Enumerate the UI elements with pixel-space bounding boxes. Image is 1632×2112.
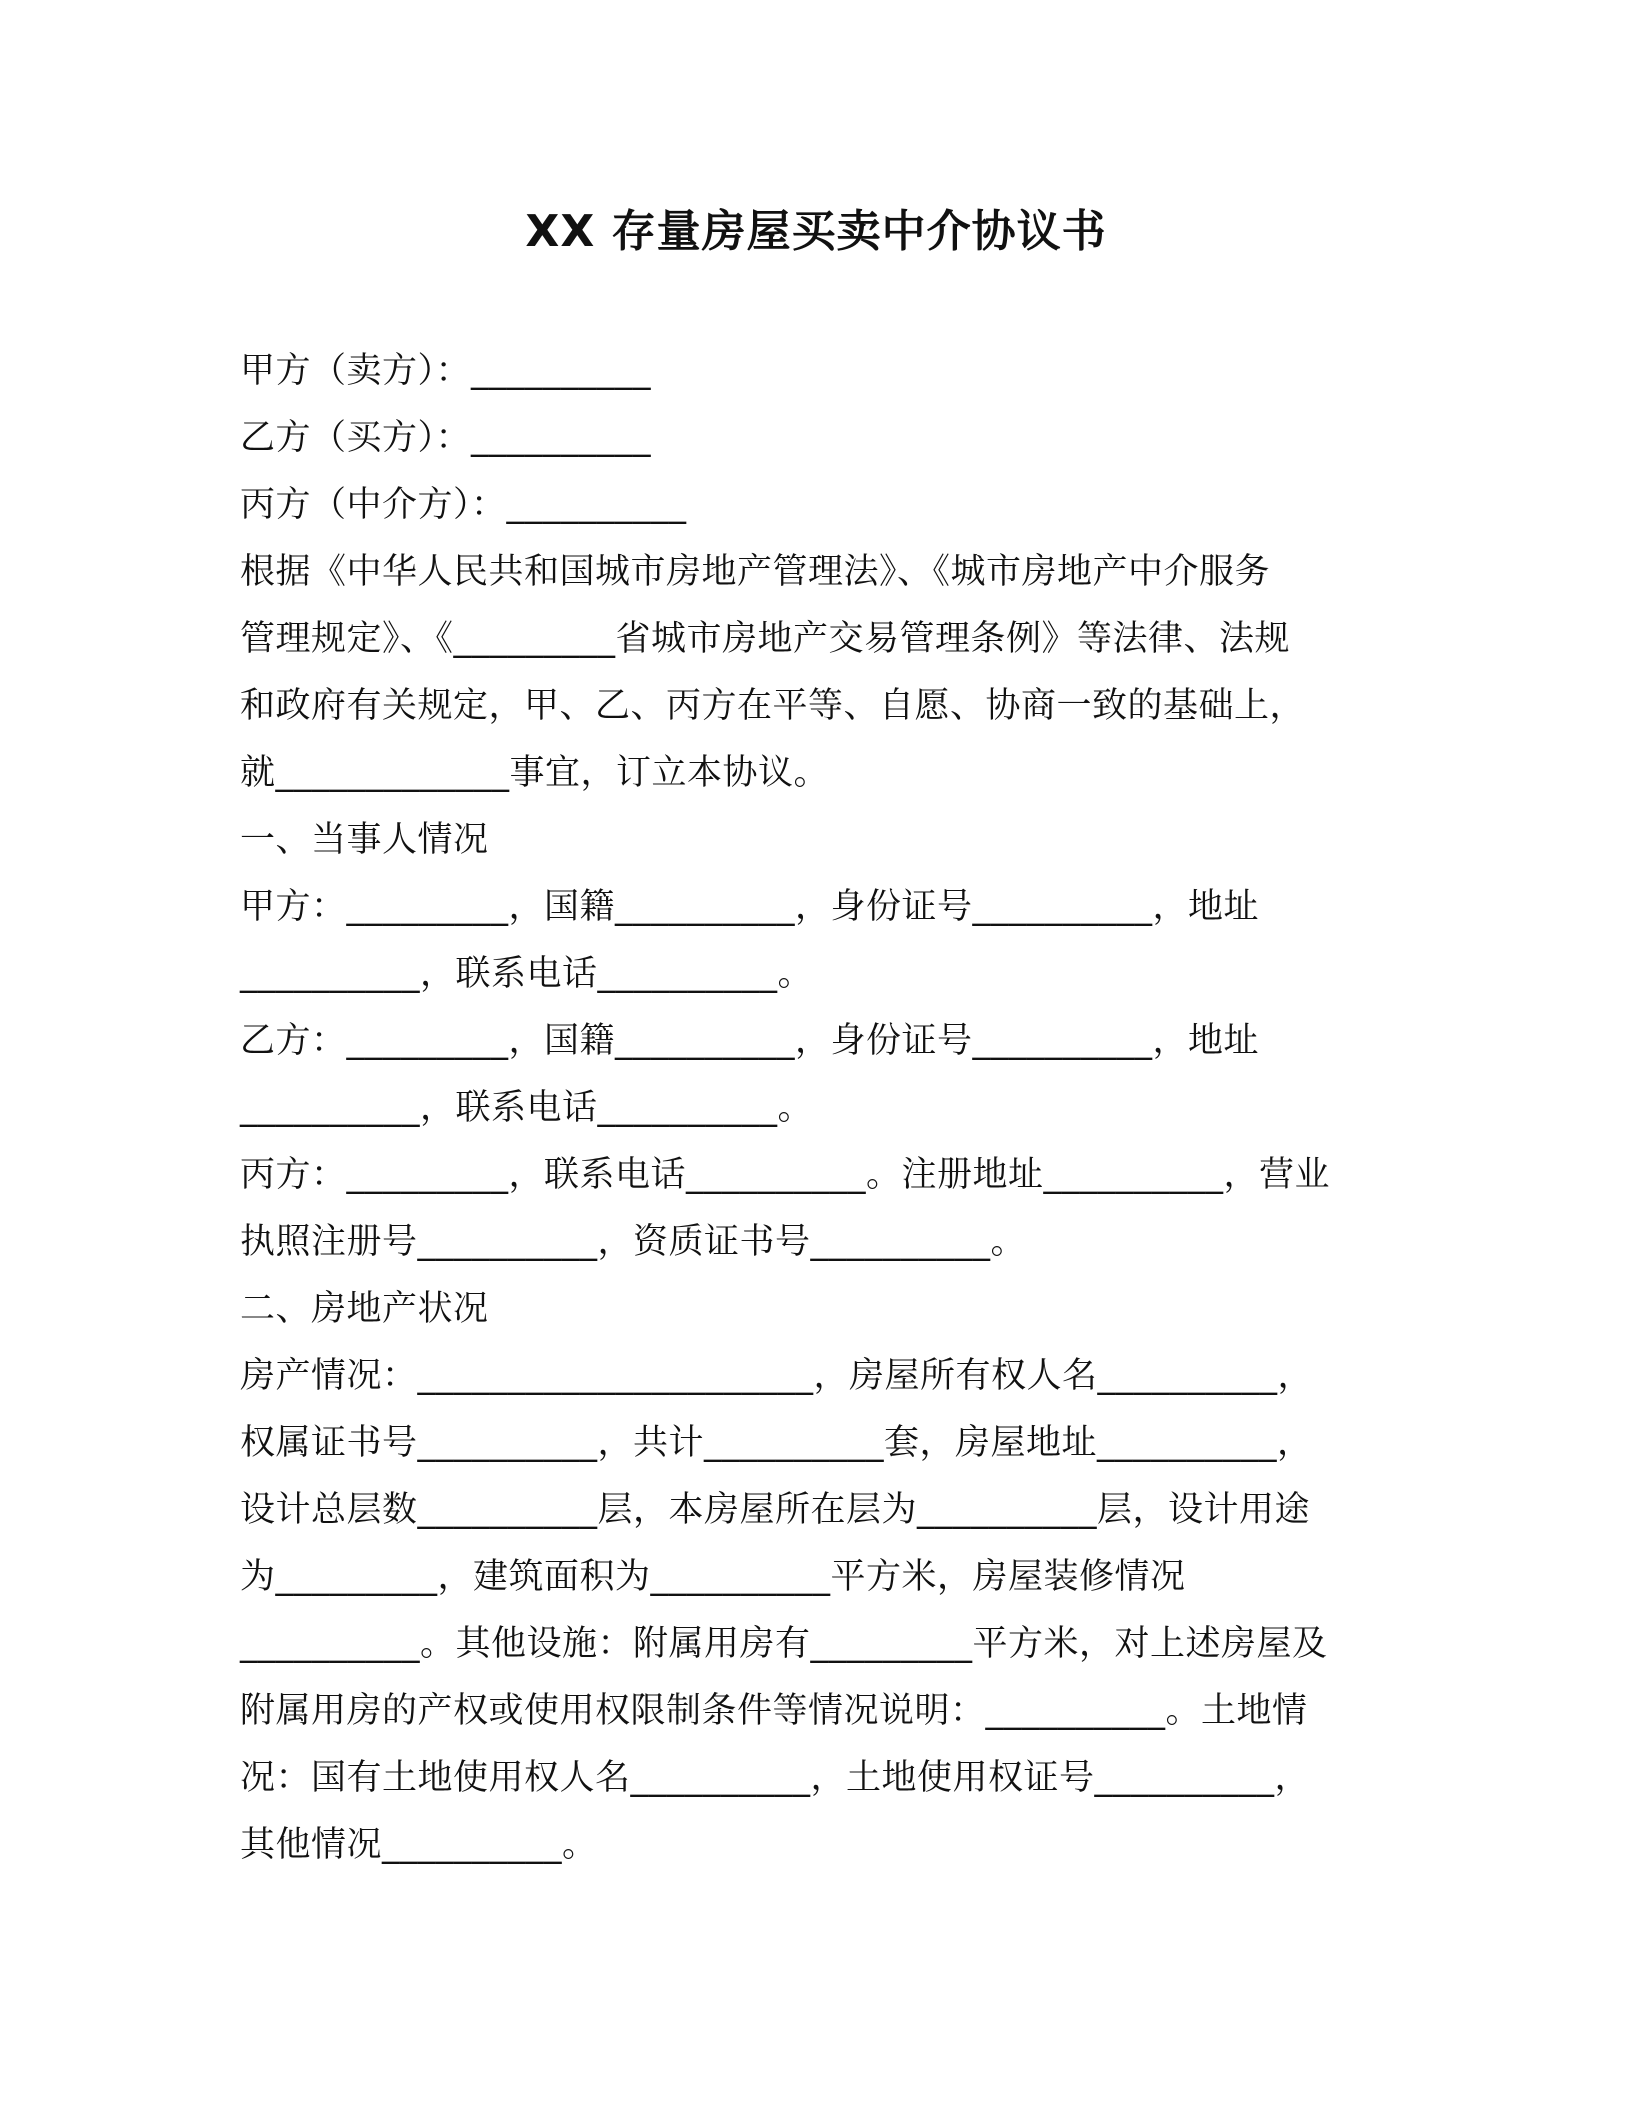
property-details-line: 权属证书号__________，共计__________套，房屋地址__________， <box>240 1423 1313 1463</box>
preamble-line: 和政府有关规定，甲、乙、丙方在平等、自愿、协商一致的基础上， <box>240 686 1306 726</box>
party-b-line: 乙方（买方）：__________ <box>240 418 652 458</box>
party-a-details-line: 甲方：_________，国籍__________，身份证号__________，地址 <box>240 887 1260 927</box>
preamble-line: 根据《中华人民共和国城市房地产管理法》、《城市房地产中介服务 <box>240 552 1271 592</box>
property-details-line: __________。其他设施：附属用房有_________平方米，对上述房屋及 <box>240 1624 1328 1664</box>
document-title: XX 存量房屋买卖中介协议书 <box>525 206 1107 257</box>
party-b-details-line: __________，联系电话__________。 <box>240 1088 814 1128</box>
party-c-line: 丙方（中介方）：__________ <box>240 485 687 525</box>
property-details-line: 设计总层数__________层，本房屋所在层为__________层，设计用途 <box>240 1490 1311 1530</box>
property-details-line: 其他情况__________。 <box>240 1825 598 1865</box>
party-a-line: 甲方（卖方）：__________ <box>240 351 652 391</box>
party-b-details-line: 乙方：_________，国籍__________，身份证号__________，地址 <box>240 1021 1260 1061</box>
property-details-line: 况：国有土地使用权人名__________，土地使用权证号__________， <box>240 1758 1311 1798</box>
preamble-line: 就_____________事宜，订立本协议。 <box>240 753 830 793</box>
document-body <box>240 338 1400 1879</box>
party-c-details-line: 丙方：_________，联系电话__________。注册地址__________，营业 <box>240 1155 1331 1195</box>
party-a-details-line: __________，联系电话__________。 <box>240 954 814 994</box>
party-c-details-line: 执照注册号__________，资质证书号__________。 <box>240 1222 1027 1262</box>
property-details-line: 附属用房的产权或使用权限制条件等情况说明：__________。土地情 <box>240 1691 1308 1731</box>
property-details-line: 为_________，建筑面积为__________平方米，房屋装修情况 <box>240 1557 1186 1597</box>
section-heading-parties: 一、当事人情况 <box>240 820 489 860</box>
section-heading-property: 二、房地产状况 <box>240 1289 489 1329</box>
property-details-line: 房产情况：______________________，房屋所有权人名__________， <box>240 1356 1314 1396</box>
preamble-line: 管理规定》、《_________省城市房地产交易管理条例》等法律、法规 <box>240 619 1291 659</box>
